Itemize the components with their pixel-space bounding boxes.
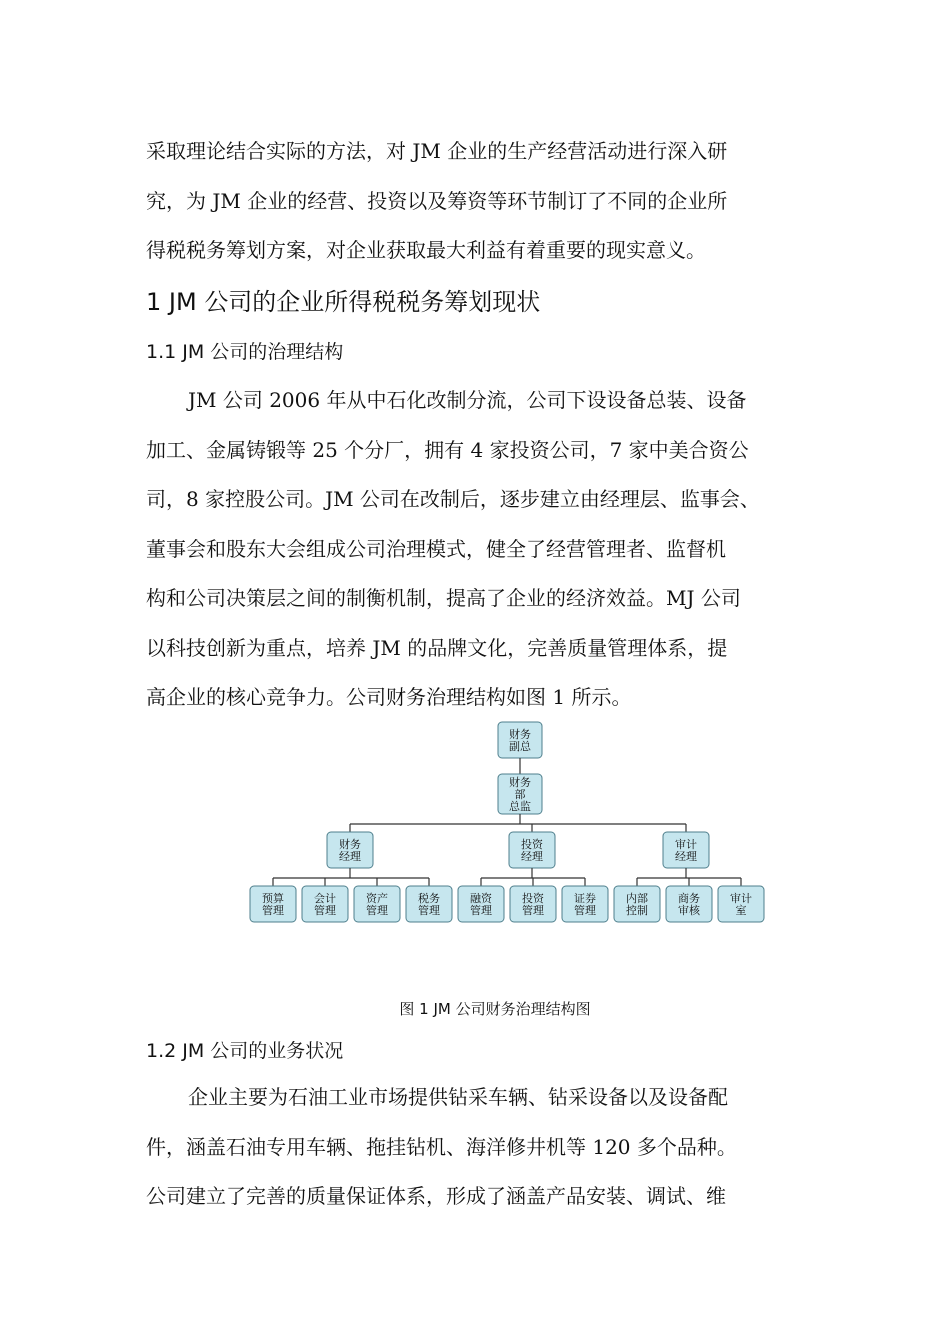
org-box-label: 证券 [574, 892, 596, 905]
org-chart [246, 718, 766, 928]
org-box-label: 经理 [339, 850, 361, 863]
governance-paragraph [146, 376, 816, 723]
org-box-leaf [614, 886, 660, 922]
org-box-manager [663, 832, 709, 868]
org-box-label: 财务 [509, 728, 531, 741]
text-line: 构和公司决策层之间的制衡机制，提高了企业的经济效益。MJ 公司 [146, 586, 741, 610]
org-box-label: 审核 [678, 904, 700, 917]
org-box-label: 管理 [522, 904, 544, 917]
org-box-label: 投资 [522, 892, 544, 905]
org-box-label: 审计 [675, 838, 697, 851]
org-box-leaf [302, 886, 348, 922]
org-box-label: 财务 [509, 776, 531, 789]
section-1-1-heading: 1.1 JM 公司的治理结构 [146, 341, 344, 363]
org-box-label: 管理 [314, 904, 336, 917]
text-line: 究，为 JM 企业的经营、投资以及筹资等环节制订了不同的企业所 [146, 188, 728, 213]
org-box-label: 内部 [626, 892, 648, 905]
org-box-label: 管理 [366, 904, 388, 917]
org-box-label: 税务 [418, 892, 440, 905]
org-box-label: 管理 [262, 904, 284, 917]
org-box-label: 融资 [470, 892, 492, 905]
text-line: 以科技创新为重点，培养 JM 的品牌文化，完善质量管理体系，提 [146, 635, 728, 660]
org-box-label: 控制 [626, 904, 648, 917]
text-line: 采取理论结合实际的方法，对 JM 企业的生产经营活动进行深入研 [146, 139, 728, 163]
org-box-manager [327, 832, 373, 868]
org-box-label: 商务 [678, 892, 700, 905]
org-box-label: 管理 [418, 904, 440, 917]
org-box-label: 副总 [509, 740, 531, 753]
org-box-leaf [250, 886, 296, 922]
org-box-label: 部 [514, 788, 526, 801]
section-1-2-heading: 1.2 JM 公司的业务状况 [146, 1040, 344, 1062]
org-box-top [498, 722, 542, 758]
org-box-label: 资产 [366, 892, 388, 905]
org-box-second [498, 774, 542, 814]
org-box-leaf [458, 886, 504, 922]
org-box-leaf [562, 886, 608, 922]
text-line: 公司建立了完善的质量保证体系，形成了涵盖产品安装、调试、维 [146, 1184, 726, 1208]
org-box-label: 审计 [730, 892, 752, 905]
org-box-manager [509, 832, 555, 868]
business-paragraph [146, 1073, 816, 1222]
text-line: 得税税务筹划方案，对企业获取最大利益有着重要的现实意义。 [146, 238, 706, 262]
org-box-leaf [718, 886, 764, 922]
org-box-label: 投资 [521, 838, 543, 851]
org-box-label: 经理 [675, 850, 697, 863]
org-box-leaf [354, 886, 400, 922]
org-box-label: 总监 [509, 800, 531, 813]
text-line: JM 公司 2006 年从中石化改制分流，公司下设设备总装、设备 [188, 388, 747, 412]
org-box-leaf [666, 886, 712, 922]
figure-caption: 图 1 JM 公司财务治理结构图 [399, 1000, 591, 1018]
org-box-label: 管理 [470, 904, 492, 917]
text-line: 企业主要为石油工业市场提供钻采车辆、钻采设备以及设备配 [188, 1085, 728, 1109]
text-line: 高企业的核心竞争力。公司财务治理结构如图 1 所示。 [146, 685, 632, 709]
org-box-label: 会计 [314, 892, 336, 905]
text-line: 件，涵盖石油专用车辆、拖挂钻机、海洋修井机等 120 多个品种。 [146, 1134, 737, 1159]
org-box-label: 室 [735, 904, 747, 917]
org-box-leaf [510, 886, 556, 922]
text-line: 董事会和股东大会组成公司治理模式，健全了经营管理者、监督机 [146, 536, 726, 561]
intro-paragraph [146, 127, 816, 276]
org-box-label: 管理 [574, 904, 596, 917]
text-line: 加工、金属铸锻等 25 个分厂，拥有 4 家投资公司，7 家中美合资公 [146, 437, 749, 462]
org-box-label: 预算 [262, 892, 284, 905]
org-box-label: 经理 [521, 850, 543, 863]
org-box-leaf [406, 886, 452, 922]
text-line: 司，8 家控股公司。JM 公司在改制后，逐步建立由经理层、监事会、 [146, 487, 760, 511]
org-box-label: 财务 [339, 838, 361, 851]
section-1-heading: 1 JM 公司的企业所得税税务筹划现状 [146, 288, 541, 316]
